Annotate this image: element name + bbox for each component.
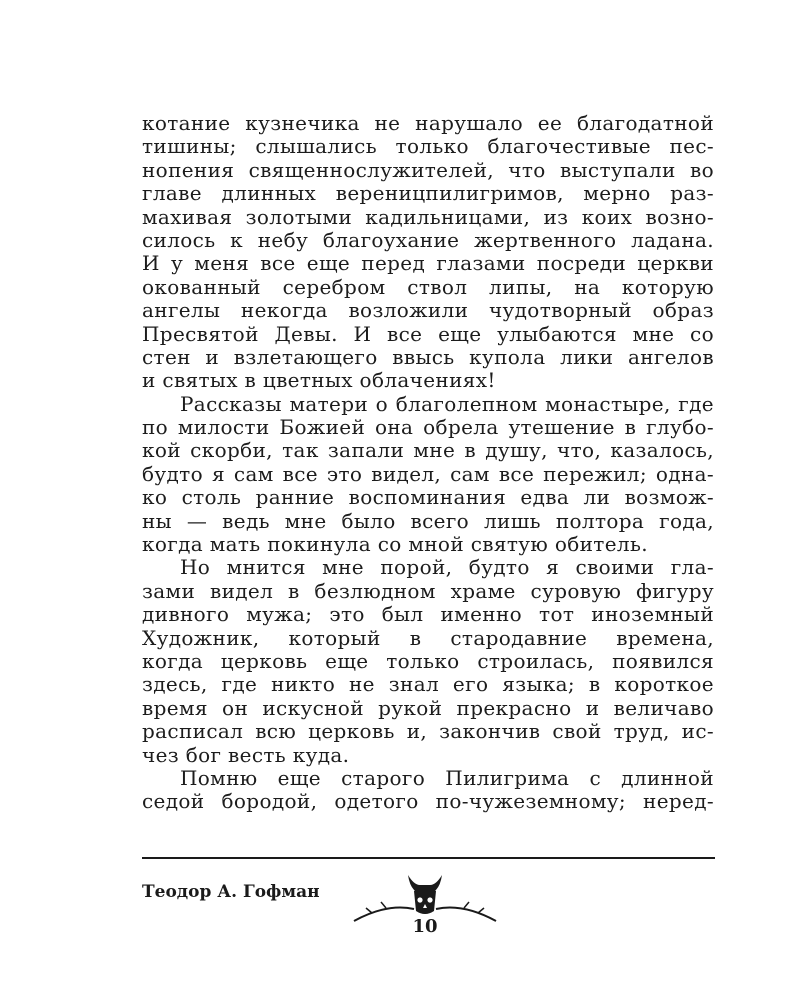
text-line: когда мать покинула со мной святую обитель. [142, 532, 648, 557]
text-line: время он искусной рукой прекрасно и величаво [142, 695, 714, 720]
page-number: 10 [412, 916, 438, 937]
text-line: будто я сам все это видел, сам все пережил; одна- [142, 461, 714, 486]
text-line: махивая золотыми кадильницами, из коих возно- [142, 204, 714, 229]
text-line: Художник, который в стародавние времена, [142, 625, 714, 650]
text-line: главе длинных вереницпилигримов, мерно раз- [142, 181, 714, 206]
text-line: тишины; слышались только благочестивые пес- [142, 134, 714, 159]
text-line: Помню еще старого Пилигрима с длинной [180, 765, 714, 790]
text-line: по милости Божией она обрела утешение в глубо- [142, 415, 714, 440]
text-line: здесь, где никто не знал его языка; в короткое [142, 672, 714, 697]
text-line: Пресвятой Девы. И все еще улыбаются мне со [142, 321, 714, 346]
footer-divider [142, 857, 715, 859]
text-line: Но мнится мне порой, будто я своими гла- [180, 555, 714, 580]
text-line: чез бог весть куда. [142, 742, 350, 767]
text-line: нопения священнослужителей, что выступали во [142, 157, 714, 182]
text-line: И у меня все еще перед глазами посреди церкви [142, 251, 714, 276]
text-line: ангелы некогда возложили чудотворный образ [142, 298, 714, 323]
text-line: и святых в цветных облачениях! [142, 368, 496, 393]
body-text [142, 112, 714, 814]
text-line: расписал всю церковь и, закончив свой труд, ис- [142, 719, 714, 744]
text-line: седой бородой, одетого по-чужеземному; неред- [142, 789, 714, 814]
text-line: Рассказы матери о благолепном монастыре, где [180, 391, 714, 416]
footer-author: Теодор А. Гофман [142, 882, 320, 902]
text-line: стен и взлетающего ввысь купола лики ангелов [142, 344, 714, 369]
text-line: силось к небу благоухание жертвенного ладана. [142, 227, 714, 252]
text-line: дивного мужа; это был именно тот иноземный [142, 602, 714, 627]
text-line: ны — ведь мне было всего лишь полтора года, [142, 508, 714, 533]
text-line: кой скорби, так запали мне в душу, что, казалось, [142, 438, 714, 463]
text-line: котание кузнечика не нарушало ее благодатной [142, 111, 714, 135]
text-line: когда церковь еще только строилась, появился [142, 648, 714, 673]
text-line: ко столь ранние воспоминания едва ли возмож- [142, 485, 714, 510]
text-line: зами видел в безлюдном храме суровую фигуру [142, 578, 714, 603]
text-line: окованный серебром ствол липы, на которую [142, 274, 714, 299]
